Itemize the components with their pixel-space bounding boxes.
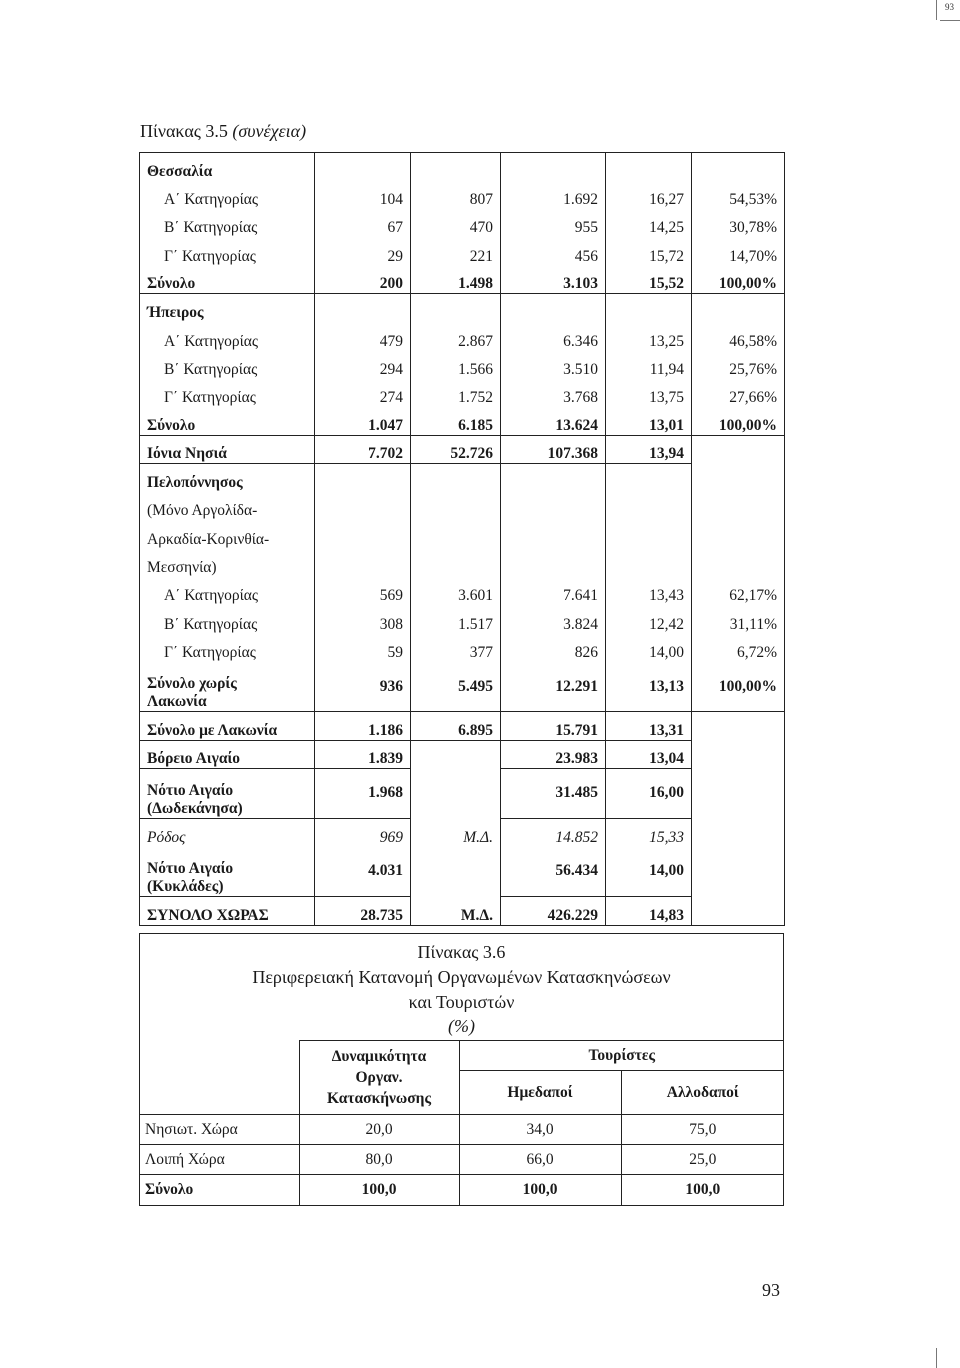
table35-cell: 13,31 <box>606 712 692 740</box>
table35-cell: 14,70% <box>692 237 785 265</box>
table35-cell <box>315 492 411 520</box>
table35-row-label: Β΄ Κατηγορίας <box>140 209 315 237</box>
table36-row <box>139 1115 784 1145</box>
table36 <box>139 1040 784 1205</box>
table35-cell: 6,72% <box>692 634 785 662</box>
table35-cell: 100,00% <box>692 266 785 294</box>
table35-cell: 15,52 <box>606 266 692 294</box>
table35-cell: 3.768 <box>501 379 606 407</box>
table35-row-label-line1: Νότιο Αιγαίο <box>147 860 234 878</box>
table35-cell <box>501 549 606 577</box>
table35-row-label: Ρόδος <box>140 818 315 846</box>
table35-row-label: Γ΄ Κατηγορίας <box>140 634 315 662</box>
table35-cell: 16,27 <box>606 181 692 209</box>
table35-cell: 15.791 <box>501 712 606 740</box>
table36-body <box>139 1115 784 1205</box>
table36-cell-capacity: 100,0 <box>299 1175 459 1205</box>
table35-row <box>140 847 785 897</box>
table35-cell <box>501 153 606 181</box>
table35-cell: 377 <box>411 634 501 662</box>
table35-row <box>140 153 785 181</box>
table35-cell <box>692 847 785 897</box>
table35-cell: 13,75 <box>606 379 692 407</box>
table35-cell: 104 <box>315 181 411 209</box>
table35-row <box>140 577 785 605</box>
table35-cell: 14.852 <box>501 818 606 846</box>
table35-row <box>140 897 785 925</box>
table35-row-label: ΣΥΝΟΛΟ ΧΩΡΑΣ <box>140 897 315 925</box>
table35-row-label-line1: Σύνολο χωρίς <box>147 675 237 693</box>
table35-cell: 807 <box>411 181 501 209</box>
table35-cell <box>692 712 785 740</box>
table35-row <box>140 237 785 265</box>
table35-cell: 13,94 <box>606 435 692 463</box>
table36-col-tourists: Τουρίστες <box>459 1041 784 1071</box>
table36-box <box>139 933 784 1206</box>
table35-cell: Μ.Δ. <box>411 897 501 925</box>
table35-cell: 3.824 <box>501 605 606 633</box>
table35-row <box>140 407 785 435</box>
table35-row-label: Ήπειρος <box>140 294 315 322</box>
table35-cell: 1.047 <box>315 407 411 435</box>
table36-cell-foreign: 100,0 <box>621 1175 784 1205</box>
table35-cell <box>606 294 692 322</box>
table35-cell: 14,00 <box>606 634 692 662</box>
table35-body <box>140 153 785 926</box>
table36-cell-domestic: 66,0 <box>459 1145 621 1175</box>
table35 <box>139 152 785 926</box>
table35-cell: 15,33 <box>606 818 692 846</box>
table35-row <box>140 351 785 379</box>
table36-header-row <box>139 1041 784 1071</box>
crop-mark <box>936 0 937 20</box>
table35-cell: 1.968 <box>315 768 411 818</box>
table35-cell <box>692 294 785 322</box>
table35-cell: 30,78% <box>692 209 785 237</box>
corner-page-number: 93 <box>945 2 954 12</box>
table35-cell: 4.031 <box>315 847 411 897</box>
table35-cell <box>411 294 501 322</box>
table35-row-label: Σύνολο <box>140 407 315 435</box>
table35-cell: 969 <box>315 818 411 846</box>
table35-cell <box>606 492 692 520</box>
table35-cell <box>692 768 785 818</box>
table35-cell <box>692 520 785 548</box>
table35-row <box>140 712 785 740</box>
table35-row-label-line1: Νότιο Αιγαίο <box>147 781 234 799</box>
table35-cell: 1.566 <box>411 351 501 379</box>
table35-cell: 28.735 <box>315 897 411 925</box>
table35-cell <box>411 520 501 548</box>
table35-cell: 12,42 <box>606 605 692 633</box>
table35-cell: 62,17% <box>692 577 785 605</box>
table35-cell: 426.229 <box>501 897 606 925</box>
table35-cell: 16,00 <box>606 768 692 818</box>
table35-cell: 479 <box>315 322 411 350</box>
table35-cell <box>692 464 785 492</box>
table35-cell: 3.510 <box>501 351 606 379</box>
table36-col-foreign: Αλλοδαποί <box>621 1071 784 1115</box>
table35-cell: 274 <box>315 379 411 407</box>
table35-cell: 456 <box>501 237 606 265</box>
table35-cell: 1.692 <box>501 181 606 209</box>
table35-row-label: Α΄ Κατηγορίας <box>140 322 315 350</box>
table35-row-label: Γ΄ Κατηγορίας <box>140 379 315 407</box>
table35-cell: 2.867 <box>411 322 501 350</box>
table35-cell <box>411 768 501 818</box>
table35-cell: 3.601 <box>411 577 501 605</box>
table35-cell: 46,58% <box>692 322 785 350</box>
table35-cell: 25,76% <box>692 351 785 379</box>
table35-cell <box>692 740 785 768</box>
table35-row <box>140 605 785 633</box>
table35-row-label: Γ΄ Κατηγορίας <box>140 237 315 265</box>
table35-row-label-line2: Λακωνία <box>147 693 207 711</box>
table35-cell: 13,25 <box>606 322 692 350</box>
table35-row <box>140 435 785 463</box>
table35-row <box>140 818 785 846</box>
table35-cell <box>501 520 606 548</box>
table35-cell: 52.726 <box>411 435 501 463</box>
table35-row-label: Θεσσαλία <box>140 153 315 181</box>
table35-cell: 14,83 <box>606 897 692 925</box>
table35-row <box>140 492 785 520</box>
table35-row <box>140 634 785 662</box>
table36-cell-capacity: 20,0 <box>299 1115 459 1145</box>
crop-mark <box>940 20 960 21</box>
table35-cell: 470 <box>411 209 501 237</box>
table35-cell <box>315 153 411 181</box>
table35-cell <box>692 897 785 925</box>
table36-col-domestic: Ημεδαποί <box>459 1071 621 1115</box>
table35-cell: 56.434 <box>501 847 606 897</box>
table35-row <box>140 181 785 209</box>
table35-cell: 12.291 <box>501 662 606 712</box>
table35-cell: 54,53% <box>692 181 785 209</box>
table35-cell: 27,66% <box>692 379 785 407</box>
table35-cell <box>411 153 501 181</box>
table35-row-label: Β΄ Κατηγορίας <box>140 351 315 379</box>
table35-cell <box>692 435 785 463</box>
table35-row-label: Β΄ Κατηγορίας <box>140 605 315 633</box>
table35-row <box>140 768 785 818</box>
table35-cell: 13,43 <box>606 577 692 605</box>
table35-cell <box>411 847 501 897</box>
table35-row <box>140 379 785 407</box>
table35-cell: Μ.Δ. <box>411 818 501 846</box>
table35-row-label: (Μόνο Αργολίδα- <box>140 492 315 520</box>
table35-row-label-line2: (Κυκλάδες) <box>147 878 224 896</box>
table35-row <box>140 520 785 548</box>
table35-cell: 14,25 <box>606 209 692 237</box>
table35-row <box>140 266 785 294</box>
table35-cell <box>411 464 501 492</box>
table35-cell <box>501 492 606 520</box>
table35-cell <box>315 549 411 577</box>
table35-cell <box>692 153 785 181</box>
table35-row <box>140 294 785 322</box>
table35-cell: 31,11% <box>692 605 785 633</box>
table36-row <box>139 1175 784 1205</box>
table35-cell: 15,72 <box>606 237 692 265</box>
table35-row <box>140 464 785 492</box>
table35-title <box>140 121 306 142</box>
table35-row <box>140 740 785 768</box>
table35-cell: 7.702 <box>315 435 411 463</box>
table35-cell: 200 <box>315 266 411 294</box>
table36-col-capacity-line1: Δυναμικότητα <box>331 1048 427 1065</box>
table35-cell: 13,01 <box>606 407 692 435</box>
table35-cell: 14,00 <box>606 847 692 897</box>
table35-cell <box>606 153 692 181</box>
table35-title-text: Πίνακας 3.5 <box>140 121 228 141</box>
table35-row-label: Ιόνια Νησιά <box>140 435 315 463</box>
table35-cell: 1.186 <box>315 712 411 740</box>
crop-mark <box>936 1348 937 1368</box>
table35-cell <box>411 549 501 577</box>
table35-cell <box>315 294 411 322</box>
table36-cell-domestic: 100,0 <box>459 1175 621 1205</box>
table35-cell: 1.752 <box>411 379 501 407</box>
table35-cell <box>315 464 411 492</box>
table36-title: Πίνακας 3.6 <box>417 942 506 962</box>
table35-cell: 569 <box>315 577 411 605</box>
table35-cell <box>411 740 501 768</box>
table36-subtitle-2: και Τουριστών <box>408 992 515 1012</box>
table35-cell: 100,00% <box>692 662 785 712</box>
table35-row-label: Βόρειο Αιγαίο <box>140 740 315 768</box>
table35-cell: 221 <box>411 237 501 265</box>
table35-cell: 955 <box>501 209 606 237</box>
table35-row-label <box>140 847 315 897</box>
table35-cell <box>411 492 501 520</box>
table36-col-capacity-line2: Οργαν. <box>355 1069 403 1086</box>
table35-cell <box>501 464 606 492</box>
table35-row <box>140 549 785 577</box>
table35-row-label: Πελοπόννησος <box>140 464 315 492</box>
table36-cell-foreign: 25,0 <box>621 1145 784 1175</box>
table35-row-label: Α΄ Κατηγορίας <box>140 577 315 605</box>
table35-cell: 826 <box>501 634 606 662</box>
table36-unit: (%) <box>448 1016 475 1036</box>
table35-row <box>140 322 785 350</box>
table35-row-label <box>140 768 315 818</box>
table35-cell: 59 <box>315 634 411 662</box>
table35-cell <box>692 818 785 846</box>
table35-cell: 29 <box>315 237 411 265</box>
table35-row <box>140 209 785 237</box>
table35-cell: 23.983 <box>501 740 606 768</box>
table35-cell <box>606 464 692 492</box>
table35-cell: 7.641 <box>501 577 606 605</box>
table36-subtitle-1: Περιφερειακή Κατανομή Οργανωμένων Κατασκηνώσεων <box>252 967 671 987</box>
table35-title-note: (συνέχεια) <box>232 121 307 141</box>
table35-row-label: Α΄ Κατηγορίας <box>140 181 315 209</box>
page-number: 93 <box>762 1280 780 1300</box>
table35-cell: 308 <box>315 605 411 633</box>
table35-cell: 6.185 <box>411 407 501 435</box>
table35-cell: 6.895 <box>411 712 501 740</box>
table35-row <box>140 662 785 712</box>
table35-cell: 13,04 <box>606 740 692 768</box>
table35-cell: 1.498 <box>411 266 501 294</box>
table35-cell: 936 <box>315 662 411 712</box>
table36-row <box>139 1145 784 1175</box>
table36-col-capacity <box>299 1041 459 1115</box>
table35-row-label-line2: (Δωδεκάνησα) <box>147 799 243 817</box>
table35-cell: 31.485 <box>501 768 606 818</box>
table36-col-capacity-line3: Κατασκήνωσης <box>326 1090 432 1107</box>
table35-cell: 3.103 <box>501 266 606 294</box>
table35-cell <box>692 492 785 520</box>
table36-row-label: Νησιωτ. Χώρα <box>139 1115 299 1145</box>
table35-cell: 1.839 <box>315 740 411 768</box>
table36-cell-domestic: 34,0 <box>459 1115 621 1145</box>
table35-cell <box>501 294 606 322</box>
table36-cell-foreign: 75,0 <box>621 1115 784 1145</box>
table36-row-label: Σύνολο <box>139 1175 299 1205</box>
table35-cell: 6.346 <box>501 322 606 350</box>
table35-cell: 294 <box>315 351 411 379</box>
table35-cell: 13,13 <box>606 662 692 712</box>
table35-cell: 67 <box>315 209 411 237</box>
table35-row-label: Αρκαδία-Κορινθία- <box>140 520 315 548</box>
table35-cell: 13.624 <box>501 407 606 435</box>
table35-cell <box>606 520 692 548</box>
table35-row-label: Μεσσηνία) <box>140 549 315 577</box>
table35-cell: 5.495 <box>411 662 501 712</box>
table35-cell: 11,94 <box>606 351 692 379</box>
table35-cell <box>606 549 692 577</box>
table35-cell <box>315 520 411 548</box>
table35-cell: 1.517 <box>411 605 501 633</box>
table35-row-label: Σύνολο με Λακωνία <box>140 712 315 740</box>
table35-cell: 107.368 <box>501 435 606 463</box>
table36-row-label: Λοιπή Χώρα <box>139 1145 299 1175</box>
table35-row-label <box>140 662 315 712</box>
table35-cell: 100,00% <box>692 407 785 435</box>
table36-corner-cell <box>139 1041 299 1115</box>
table35-cell <box>692 549 785 577</box>
table35-row-label: Σύνολο <box>140 266 315 294</box>
table36-cell-capacity: 80,0 <box>299 1145 459 1175</box>
